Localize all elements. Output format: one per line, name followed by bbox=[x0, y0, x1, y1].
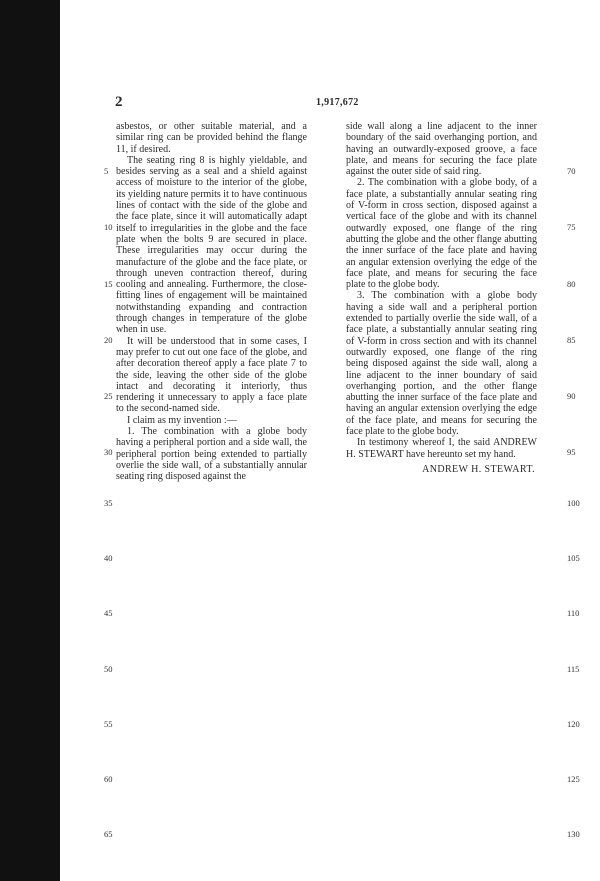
line-number: 85 bbox=[567, 335, 576, 345]
line-number: 95 bbox=[567, 447, 576, 457]
scan-edge-bar bbox=[0, 0, 60, 881]
line-number: 105 bbox=[567, 553, 580, 563]
line-number: 55 bbox=[104, 719, 113, 729]
line-number: 30 bbox=[104, 447, 113, 457]
line-number: 130 bbox=[567, 829, 580, 839]
line-number: 25 bbox=[104, 391, 113, 401]
line-number: 120 bbox=[567, 719, 580, 729]
line-number: 110 bbox=[567, 608, 580, 618]
line-number: 35 bbox=[104, 498, 113, 508]
line-number: 5 bbox=[104, 166, 109, 176]
line-number: 60 bbox=[104, 774, 113, 784]
paragraph: side wall along a line adjacent to the inner boundary of the said overhanging portion, and having an outwardly-exposed groove, a face plate, and means for securing the face plate against the outer side of said ring. bbox=[346, 121, 537, 178]
line-number: 20 bbox=[104, 335, 113, 345]
patent-number: 1,917,672 bbox=[316, 97, 359, 108]
line-number: 15 bbox=[104, 279, 113, 289]
line-number: 50 bbox=[104, 664, 113, 674]
line-number: 65 bbox=[104, 829, 113, 839]
line-number: 125 bbox=[567, 774, 580, 784]
paragraph: It will be understood that in some cases, I may prefer to cut out one face of the globe, and after decoration thereof apply a face plate 7 to the side, leaving the other side of the globe intact and decorating it interiorly, thus rendering it unnecessary to apply a face plate to the second-named side. bbox=[116, 335, 307, 415]
claim-1: 1. The combination with a globe body having a peripheral portion and a side wall, the peripheral portion being extended to partially overlie the side wall, of a substantially annular seating ring disposed against the bbox=[116, 426, 307, 483]
page-number: 2 bbox=[115, 94, 123, 110]
line-number: 40 bbox=[104, 553, 113, 563]
claims-intro: I claim as my invention :— bbox=[127, 414, 237, 426]
line-number: 80 bbox=[567, 279, 576, 289]
line-number: 10 bbox=[104, 222, 113, 232]
line-number: 115 bbox=[567, 664, 580, 674]
line-number: 45 bbox=[104, 608, 113, 618]
line-number: 100 bbox=[567, 498, 580, 508]
claim-3: 3. The combination with a globe body having a side wall and a peripheral portion extended to partially overlie the side wall, of a face plate, a substantially annular seating ring of V-form in cross section and with its channel outwardly exposed, one flange of the ring being disposed against the side wall, along a line adjacent to the inner boundary of said overhanging portion, and the other flange abutting the inner surface of the face plate and having an angular extension overlying the edge of the face plate, and means for securing the face plate to the globe body. bbox=[346, 290, 537, 438]
line-number: 75 bbox=[567, 222, 576, 232]
testimony: In testimony whereof I, the said ANDREW H. STEWART have hereunto set my hand. bbox=[346, 437, 537, 460]
paragraph: asbestos, or other suitable material, and a similar ring can be provided behind the flange 11, if desired. bbox=[116, 121, 307, 155]
line-number: 70 bbox=[567, 166, 576, 176]
signature: ANDREW H. STEWART. bbox=[422, 463, 535, 475]
line-number: 90 bbox=[567, 391, 576, 401]
paragraph: The seating ring 8 is highly yieldable, and besides serving as a seal and a shield against access of moisture to the interior of the globe, its yielding nature permits it to have continuous lines of contact with the side of the globe and the face plate, since it will automatically adapt itself to irregularities in the globe and the face plate when the bolts 9 are secured in place. These irregularities may occur during the manufacture of the globe and the face plate, or through uneven contraction thereof, during cooling and annealing. Furthermore, the close-fitting lines of engagement will be maintained notwithstanding expanding and contraction through changes in temperature of the globe when in use. bbox=[116, 154, 307, 336]
left-column bbox=[116, 121, 307, 483]
claim-2: 2. The combination with a globe body, of a face plate, a substantially annular seating ring of V-form in cross section, disposed against a vertical face of the globe and with its channel outwardly exposed, one flange of the ring abutting the globe and the other flange abutting the inner surface of the face plate and having an angular extension overlying the edge of the face plate, and means for securing the face plate to the globe body. bbox=[346, 177, 537, 291]
right-column bbox=[346, 121, 537, 475]
